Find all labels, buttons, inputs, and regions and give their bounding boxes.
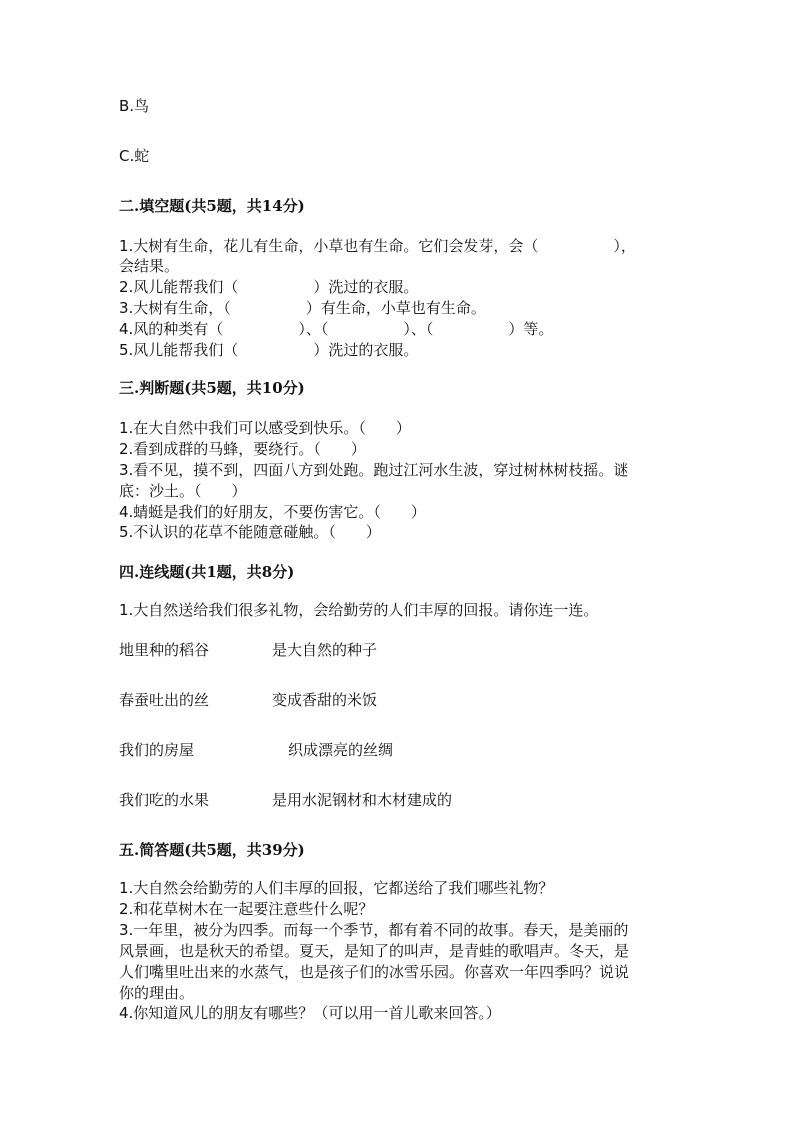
match-right-item: 织成漂亮的丝绸 — [288, 741, 394, 759]
s5-line: 4.你知道风儿的朋友有哪些？（可以用一首儿歌来回答。） — [119, 1004, 501, 1022]
section-5-title: 五.简答题(共5题，共39分) — [119, 841, 305, 859]
section-4-title: 四.连线题(共1题，共8分) — [119, 563, 295, 581]
match-left-item: 春蚕吐出的丝 — [119, 691, 210, 709]
section-3-title: 三.判断题(共5题，共10分) — [119, 379, 305, 397]
section-2-title: 二.填空题(共5题，共14分) — [119, 197, 305, 215]
match-left-item: 地里种的稻谷 — [119, 641, 210, 659]
s2-line: 2.风儿能帮我们（ ）洗过的衣服。 — [119, 278, 419, 296]
s5-line: 人们嘴里吐出来的水蒸气，也是孩子们的冰雪乐园。你喜欢一年四季吗？说说 — [119, 963, 630, 981]
s2-line: 3.大树有生命，（ ）有生命，小草也有生命。 — [119, 299, 486, 317]
s2-line: 会结果。 — [119, 257, 180, 275]
option-b: B.鸟 — [119, 97, 150, 115]
s3-line: 2.看到成群的马蜂，要绕行。（ ） — [119, 440, 366, 458]
s4-question: 1.大自然送给我们很多礼物，会给勤劳的人们丰厚的回报。请你连一连。 — [119, 601, 599, 619]
match-right-item: 是用水泥钢材和木材建成的 — [272, 791, 453, 809]
s5-line: 你的理由。 — [119, 984, 195, 1002]
match-left-item: 我们的房屋 — [119, 741, 195, 759]
s3-line: 4.蜻蜓是我们的好朋友，不要伤害它。（ ） — [119, 503, 426, 521]
s5-line: 2.和花草树木在一起要注意些什么呢？ — [119, 900, 374, 918]
s2-line: 4.风的种类有（ ）、（ ）、（ ）等。 — [119, 320, 554, 338]
s2-line: 5.风儿能帮我们（ ）洗过的衣服。 — [119, 341, 419, 359]
match-left-item: 我们吃的水果 — [119, 791, 210, 809]
s3-line: 3.看不见，摸不到，四面八方到处跑。跑过江河水生波，穿过树林树枝摇。谜 — [119, 461, 629, 479]
s5-line: 1.大自然会给勤劳的人们丰厚的回报，它都送给了我们哪些礼物？ — [119, 879, 554, 897]
s5-line: 风景画，也是秋天的希望。夏天，是知了的叫声，是青蛙的歌唱声。冬天，是 — [119, 942, 630, 960]
s2-line: 1.大树有生命，花儿有生命，小草也有生命。它们会发芽，会（ ）， — [119, 237, 636, 255]
s5-line: 3.一年里，被分为四季。而每一个季节，都有着不同的故事。春天，是美丽的 — [119, 921, 629, 939]
s3-line: 5.不认识的花草不能随意碰触。（ ） — [119, 523, 381, 541]
match-right-item: 变成香甜的米饭 — [272, 691, 378, 709]
s3-line: 底：沙土。（ ） — [119, 482, 247, 500]
s3-line: 1.在大自然中我们可以感受到快乐。（ ） — [119, 419, 411, 437]
option-c: C.蛇 — [119, 147, 150, 165]
match-right-item: 是大自然的种子 — [272, 641, 378, 659]
